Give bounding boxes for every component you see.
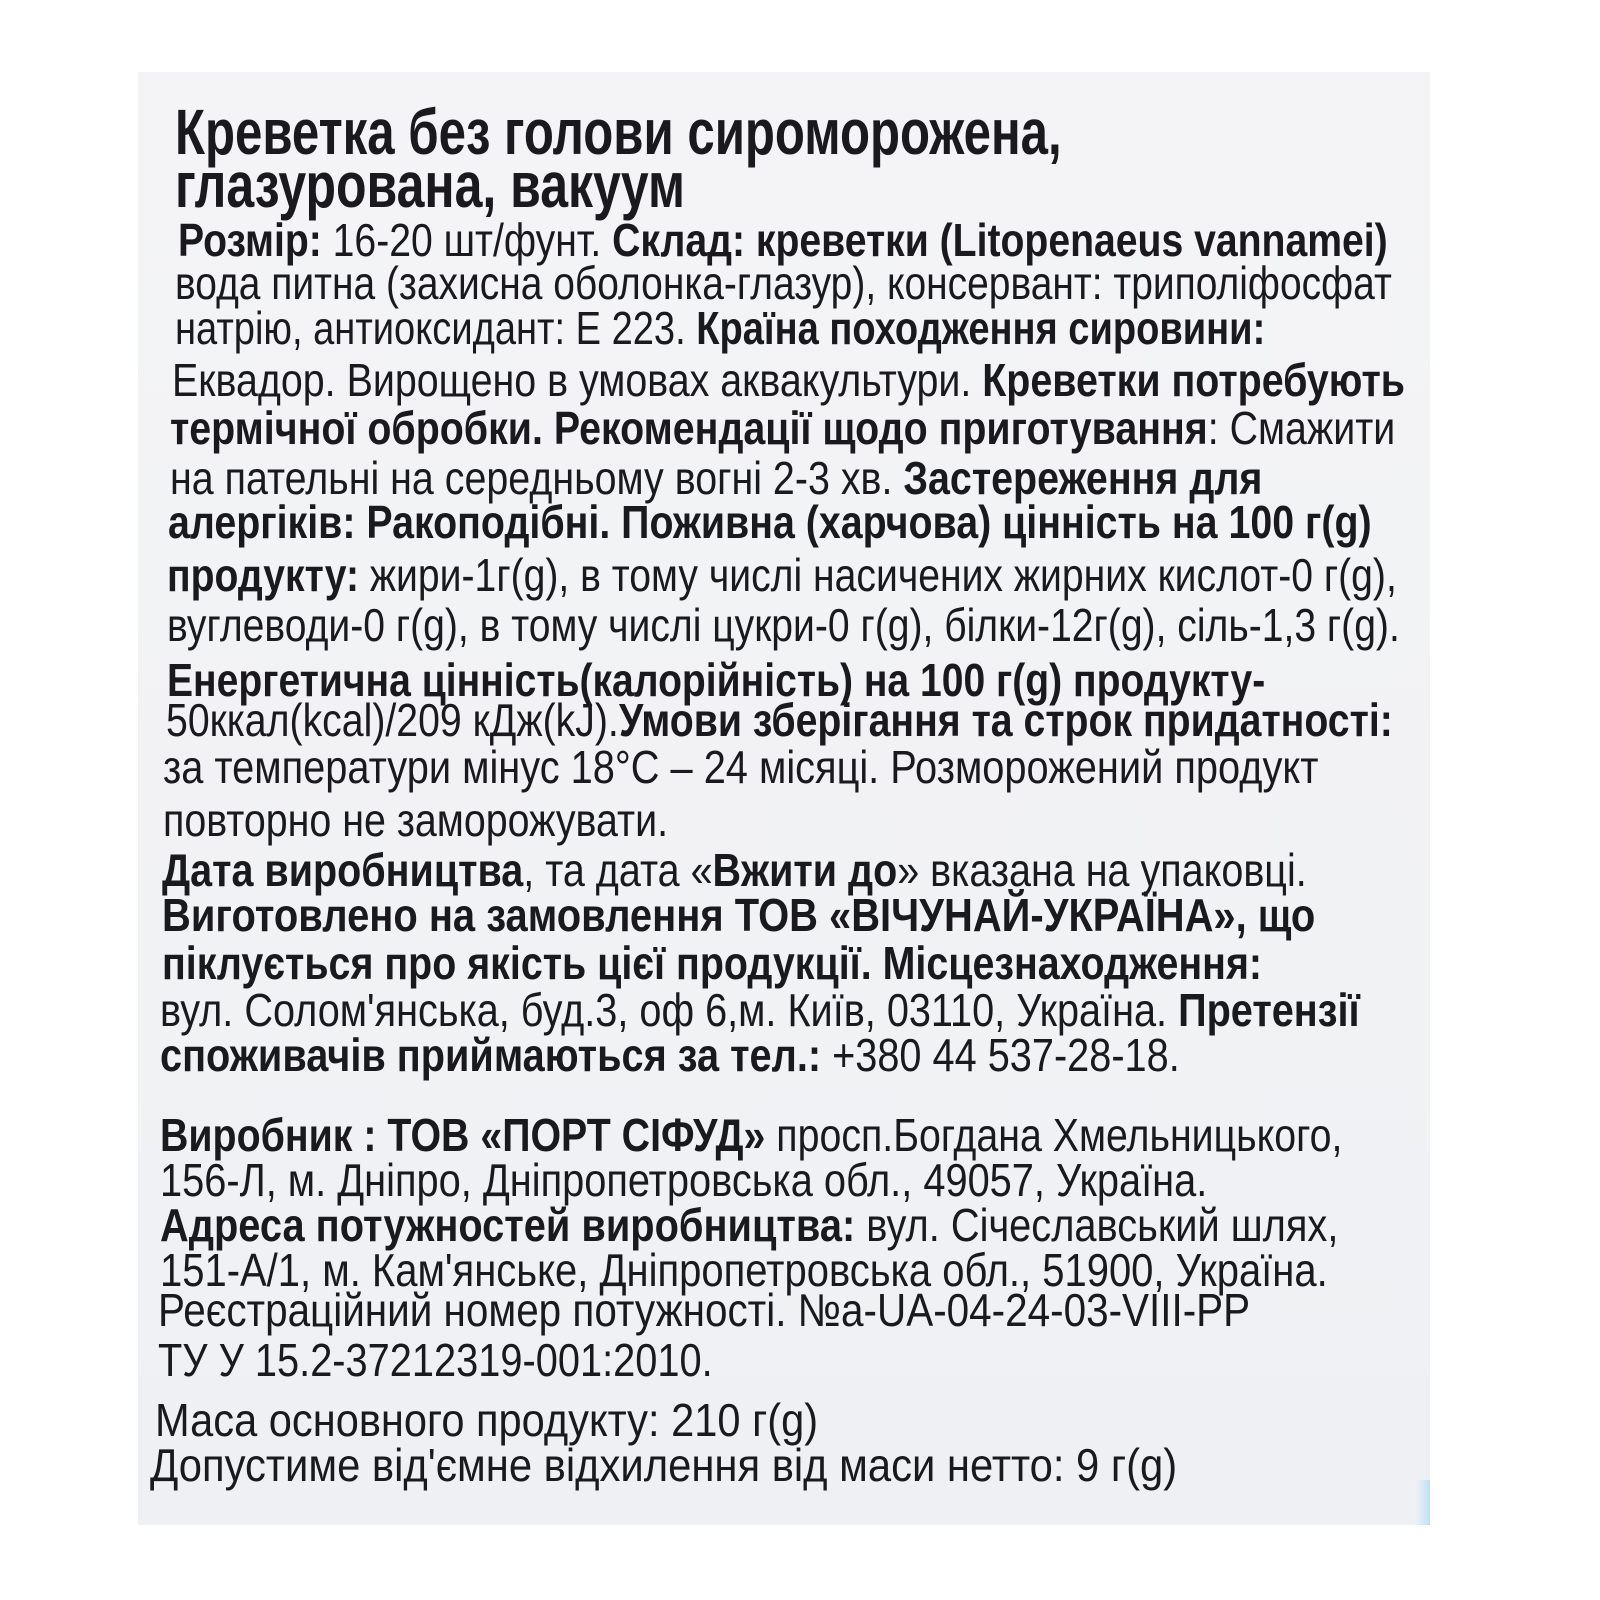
label-text-line (158, 1284, 1250, 1336)
bold-text: Розмір: (178, 214, 322, 266)
bold-text: споживачів приймаються за тел.: (160, 1029, 822, 1081)
regular-text: на пательні на середньому вогні 2-3 хв. (170, 452, 904, 504)
regular-text: жири-1г(g), в тому числі насичених жирних кислот-0 г(g), (359, 549, 1397, 601)
regular-text: 16-20 шт/фунт. (321, 214, 613, 266)
regular-text: вул. Січеславський шлях, (855, 1199, 1339, 1251)
label-text-line (163, 794, 668, 846)
regular-text: вул. Солом'янська, буд.3, оф 6,м. Київ, 03110, Україна. (160, 984, 1179, 1036)
bold-text: Вжити до (712, 844, 898, 896)
bold-text: піклується про якість цієї продукції. Місцезнаходження: (162, 937, 1263, 989)
label-text-line (175, 302, 1265, 354)
regular-text: +380 44 537-28-18. (821, 1029, 1180, 1081)
product-title-line (175, 150, 685, 220)
regular-text: повторно не заморожувати. (163, 794, 669, 846)
bold-text: Креветки потребують (982, 354, 1405, 406)
regular-text: вода питна (захисна оболонка-глазур), консервант: триполіфосфат (175, 257, 1392, 309)
bold-text: продукту: (167, 549, 360, 601)
regular-text: за температури мінус 18°C – 24 місяці. Розморожений продукт (163, 741, 1319, 793)
regular-text: вуглеводи-0 г(g), в тому числі цукри-0 г(g), білки-12г(g), сіль-1,3 г(g). (167, 599, 1400, 651)
regular-text: Реєстраційний номер потужності. №a-UA-04-24-03-VIII-PP (158, 1284, 1251, 1336)
regular-text: : Смажити (1207, 402, 1396, 454)
label-text-line (163, 741, 1318, 793)
label-text-line (168, 496, 1372, 548)
bold-text: термічної обробки. Рекомендації щодо приготування (170, 402, 1208, 454)
label-text-line (150, 1439, 1177, 1491)
label-text-line (167, 599, 1400, 651)
package-edge (1415, 1480, 1430, 1525)
bold-text: Виробник : ТОВ «ПОРТ СІФУД» (160, 1109, 766, 1161)
bold-text: Склад: креветки (Litopenaeus vannamei) (612, 214, 1388, 266)
bold-text: Адреса потужностей виробництва: (160, 1199, 856, 1251)
bold-text: Дата виробництва (162, 844, 524, 896)
bold-text: Енергетична цінність(калорійність) на 100 г(g) продукту- (167, 654, 1266, 706)
regular-text: Допустиме від'ємне відхилення від маси нетто: 9 г(g) (150, 1439, 1178, 1491)
regular-text: натрію, антиоксидант: Е 223. (175, 302, 697, 354)
label-text-line (160, 1029, 1180, 1081)
bold-text: Креветка без голови сироморожена, (175, 96, 1062, 168)
bold-text: алергіків: Ракоподібні. Поживна (харчова) цінність на 100 г(g) (168, 496, 1372, 548)
regular-text: » вказана на упаковці. (897, 844, 1307, 896)
label-text-line (166, 694, 1393, 746)
bold-text: Виготовлено на замовлення ТОВ «ВІЧУНАЙ-УКРАЇНА», що (162, 889, 1316, 941)
label-text-line (170, 402, 1395, 454)
regular-text: 156-Л, м. Дніпро, Дніпропетровська обл., 49057, Україна. (160, 1154, 1208, 1206)
label-text-line (162, 889, 1315, 941)
regular-text: , та дата « (523, 844, 713, 896)
regular-text: ТУ У 15.2-37212319-001:2010. (158, 1334, 713, 1386)
bold-text: Застереження для (903, 452, 1263, 504)
bold-text: Претензії (1178, 984, 1360, 1036)
regular-text: просп.Богдана Хмельницького, (765, 1109, 1343, 1161)
label-text-line (158, 1334, 713, 1386)
label-text-line (162, 937, 1262, 989)
bold-text: Умови зберігання та строк придатності: (618, 694, 1393, 746)
label-text-line (172, 354, 1405, 406)
regular-text: 151-А/1, м. Кам'янське, Дніпропетровська обл., 51900, Україна. (160, 1244, 1328, 1296)
bold-text: Країна походження сировини: (696, 302, 1266, 354)
label-text-line (167, 549, 1397, 601)
bold-text: глазурована, вакуум (175, 149, 685, 221)
regular-text: Маса основного продукту: 210 г(g) (155, 1394, 819, 1446)
regular-text: Еквадор. Вирощено в умовах аквакультури. (172, 354, 983, 406)
regular-text: 50ккал(kcal)/209 кДж(kJ). (166, 694, 619, 746)
